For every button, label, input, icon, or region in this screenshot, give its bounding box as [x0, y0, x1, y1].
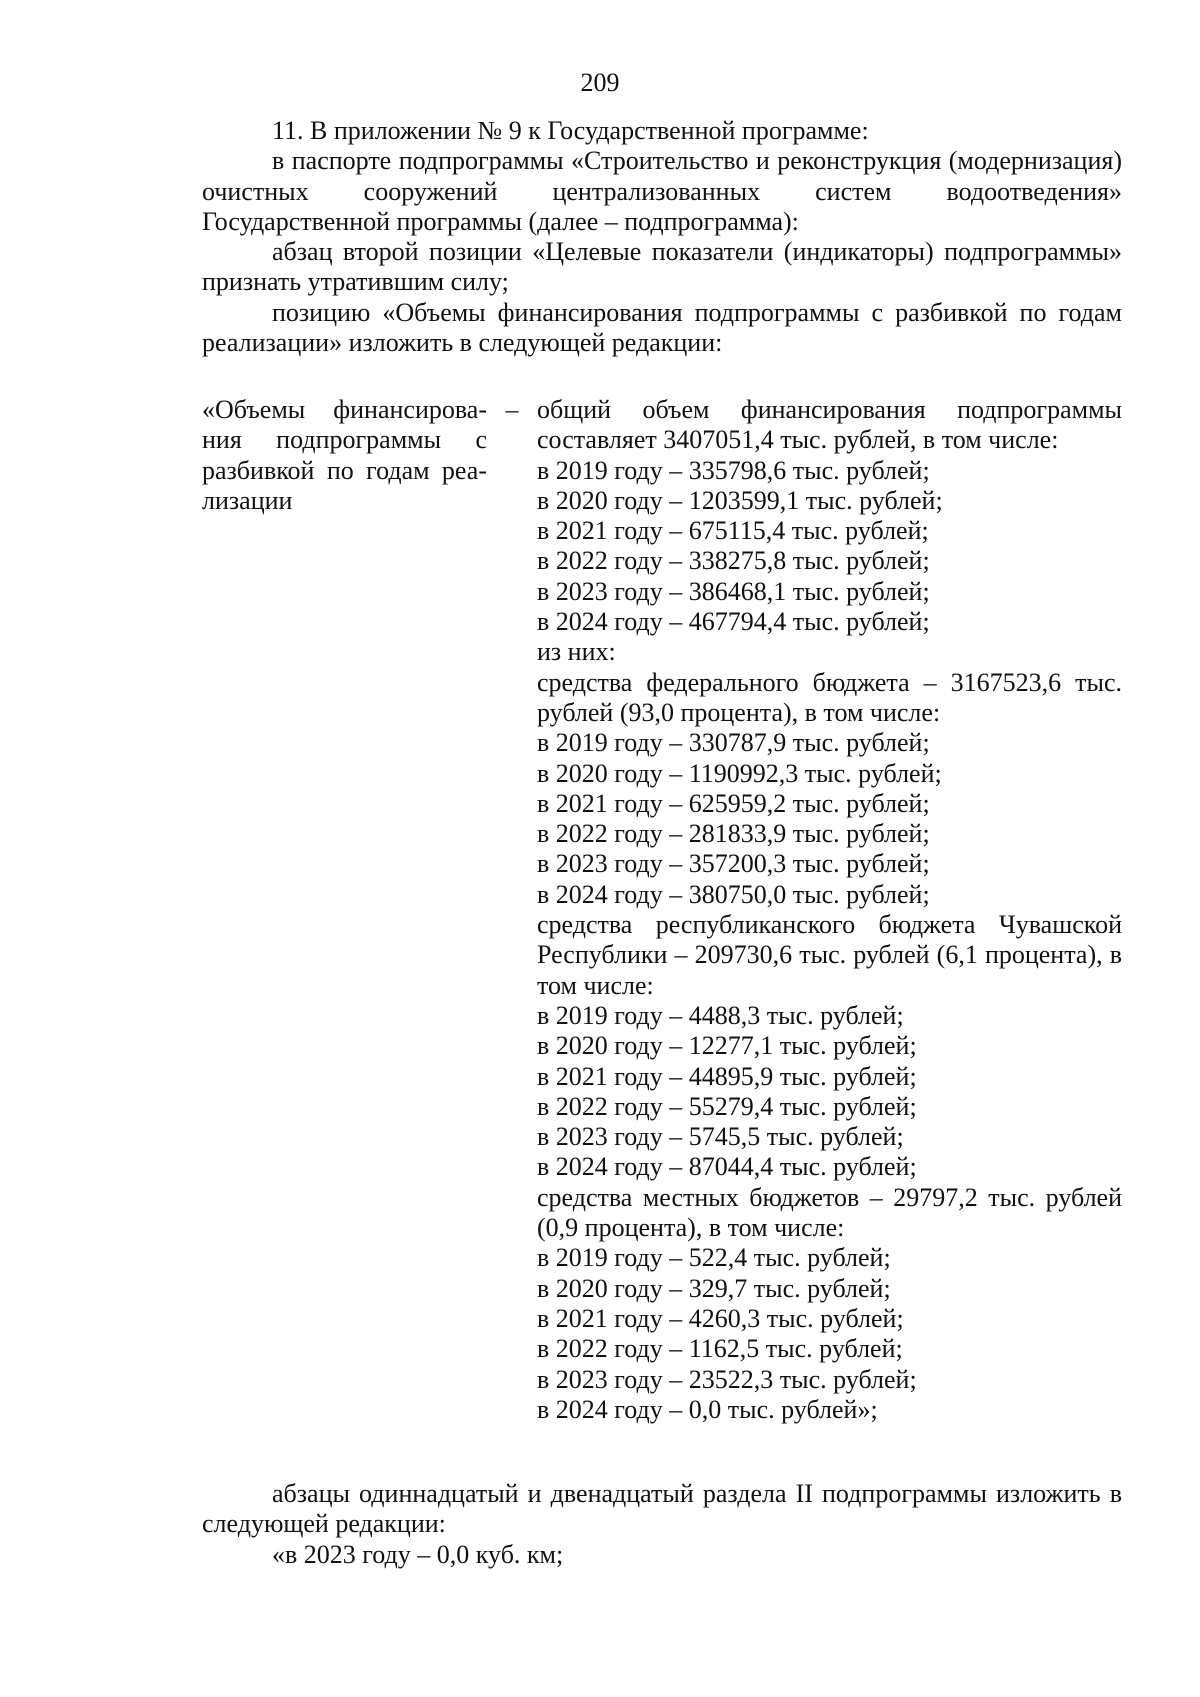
value-line: в 2023 году – 386468,1 тыс. рублей; [537, 576, 930, 606]
value-line: в 2019 году – 335798,6 тыс. рублей; [537, 455, 930, 485]
value-line: в 2020 году – 1203599,1 тыс. рублей; [537, 485, 943, 515]
value-line: в 2019 году – 4488,3 тыс. рублей; [537, 1000, 904, 1030]
value-line: в 2020 году – 12277,1 тыс. рублей; [537, 1031, 917, 1061]
value-line: в 2022 году – 281833,9 тыс. рублей; [537, 819, 930, 849]
label-line: разбивкой по годам реа- [202, 455, 487, 485]
paragraph: в паспорте подпрограммы «Строительство и реконструкция (модернизация) очистных сооружений централизованных систем водоотведения» Государственной программы (далее – подпрограмма): [202, 146, 1122, 236]
paragraph: абзац второй позиции «Целевые показатели (индикаторы) подпрограммы» признать утратившим силу; [202, 237, 1122, 297]
financing-table [202, 395, 1122, 1425]
value-line: в 2023 году – 5745,5 тыс. рублей; [537, 1122, 904, 1152]
paragraph: позицию «Объемы финансирования подпрограммы с разбивкой по годам реализации» изложить в следующей редакции: [202, 297, 1122, 358]
value-line: в 2022 году – 1162,5 тыс. рублей; [537, 1334, 903, 1364]
intro-block [202, 116, 1122, 358]
paragraph: «в 2023 году – 0,0 куб. км; [272, 1539, 564, 1569]
table-value-cell [537, 395, 1122, 1425]
value-line: в 2019 году – 330787,9 тыс. рублей; [537, 728, 930, 758]
value-line: в 2023 году – 357200,3 тыс. рублей; [537, 849, 930, 879]
after-block [202, 1479, 1122, 1570]
value-line: в 2020 году – 329,7 тыс. рублей; [537, 1273, 891, 1303]
paragraph: 11. В приложении № 9 к Государственной программе: [272, 116, 869, 145]
value-line: в 2020 году – 1190992,3 тыс. рублей; [537, 758, 942, 788]
value-line: в 2019 году – 522,4 тыс. рублей; [537, 1243, 891, 1273]
value-line: средства республиканского бюджета Чувашской Республики – 209730,6 тыс. рублей (6,1 процента), в том числе: [537, 910, 1122, 1000]
table-label-cell [202, 395, 487, 1425]
value-line: из них: [537, 637, 616, 667]
label-line: ния подпрограммы с [202, 425, 487, 455]
label-line: «Объемы финансирова- [202, 395, 487, 424]
value-line: в 2021 году – 4260,3 тыс. рублей; [537, 1303, 904, 1333]
value-line: в 2021 году – 44895,9 тыс. рублей; [537, 1061, 917, 1091]
value-line: в 2021 году – 675115,4 тыс. рублей; [537, 516, 929, 546]
value-line: в 2022 году – 55279,4 тыс. рублей; [537, 1091, 917, 1121]
table-dash: – [505, 395, 519, 424]
value-line: средства федерального бюджета – 3167523,6 тыс. рублей (93,0 процента), в том числе: [537, 667, 1122, 727]
value-line: в 2024 году – 0,0 тыс. рублей»; [537, 1394, 878, 1424]
page-number: 209 [580, 68, 620, 97]
value-line: в 2024 году – 380750,0 тыс. рублей; [537, 879, 930, 909]
value-line: в 2024 году – 467794,4 тыс. рублей; [537, 607, 930, 637]
paragraph: абзацы одиннадцатый и двенадцатый раздела II подпрограммы изложить в следующей редакции: [202, 1479, 1122, 1539]
value-line: в 2023 году – 23522,3 тыс. рублей; [537, 1364, 917, 1394]
label-line: лизации [202, 485, 293, 515]
value-line: средства местных бюджетов – 29797,2 тыс. рублей (0,9 процента), в том числе: [537, 1182, 1122, 1243]
value-line: в 2021 году – 625959,2 тыс. рублей; [537, 788, 930, 818]
value-line: в 2022 году – 338275,8 тыс. рублей; [537, 546, 930, 576]
value-line: общий объем финансирования подпрограммы составляет 3407051,4 тыс. рублей, в том числе: [537, 395, 1122, 455]
value-line: в 2024 году – 87044,4 тыс. рублей; [537, 1152, 917, 1182]
